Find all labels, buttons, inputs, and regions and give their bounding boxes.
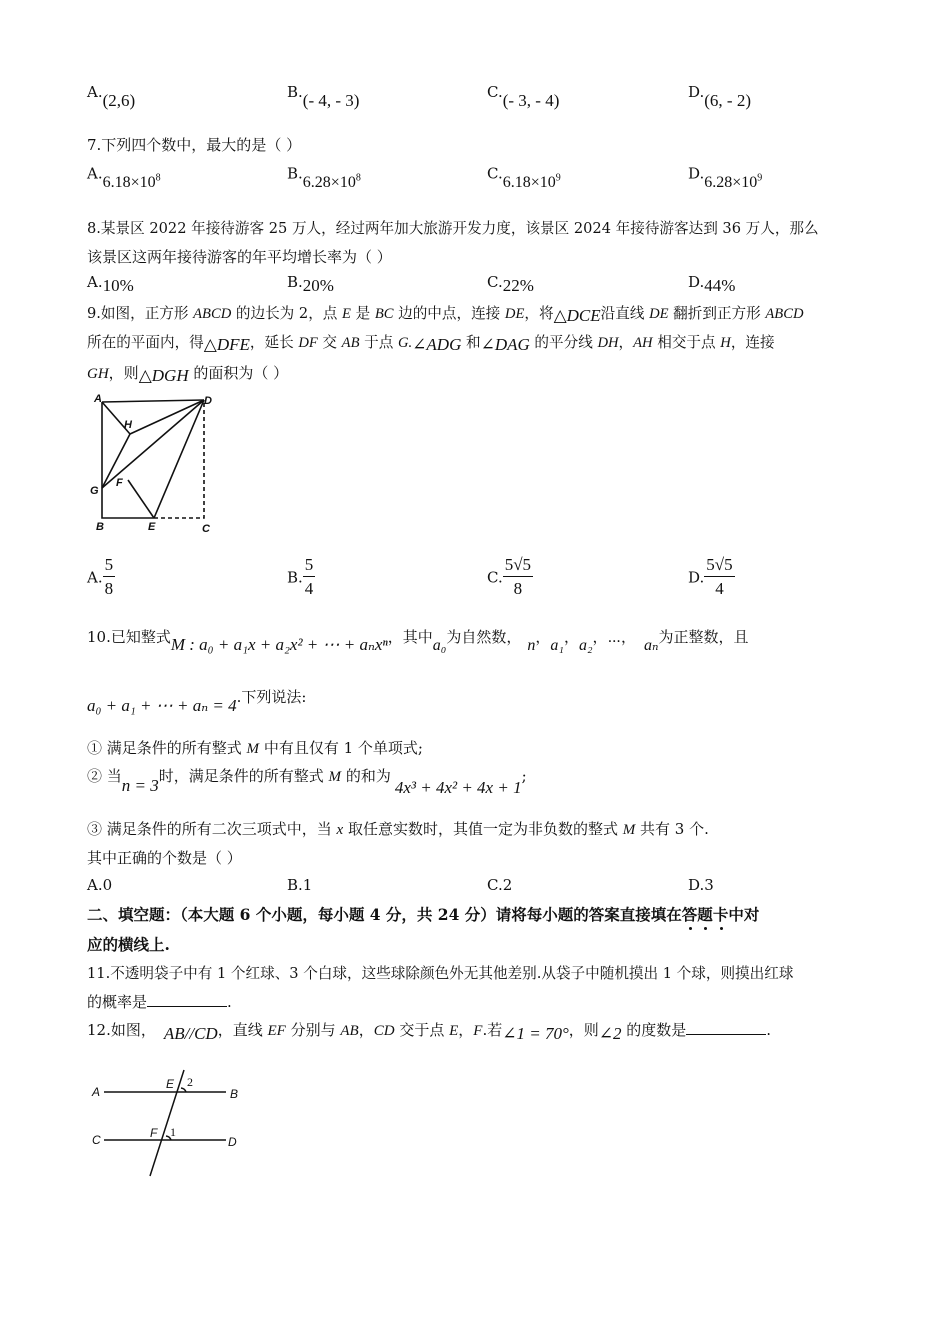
text: 取任意实数时，其值一定为非负数的整式	[343, 820, 623, 838]
fraction-numerator: 5√5	[503, 554, 533, 577]
math: CD	[373, 1023, 395, 1039]
text: 为自然数，	[446, 628, 522, 646]
q8-stem-line2: 该景区这两年接待游客的年平均增长率为（ ）	[87, 248, 392, 266]
text: 的面积为（ ）	[188, 364, 289, 382]
label-F: F	[150, 1126, 158, 1140]
option-value: (- 4, - 3)	[302, 91, 360, 110]
q7-option-d	[688, 164, 763, 192]
label-B: B	[96, 521, 104, 533]
math: ∠1 = 70°	[502, 1024, 569, 1043]
text: 的平分线	[529, 334, 598, 351]
math: n = 3	[121, 776, 159, 795]
math: ∠2	[598, 1024, 622, 1043]
label-angle-2: 2	[187, 1075, 193, 1089]
q10-stem-line1	[87, 626, 749, 654]
fraction-denominator: 8	[513, 579, 523, 598]
option-label: B.	[287, 83, 303, 101]
q8-option-b	[287, 272, 334, 295]
option-value	[103, 174, 161, 191]
option-label: A.	[87, 83, 103, 101]
q10-statement-2	[87, 765, 527, 797]
text: 二、填空题：（本大题 6 个小题，每小题 4 分，共 24 分）请将每小题的答案直接填在	[87, 905, 682, 924]
math-sum: 4x³ + 4x² + 4x + 1	[394, 778, 522, 797]
math: AB//CD	[163, 1024, 218, 1043]
fraction-numerator: 5√5	[704, 554, 734, 577]
fraction-denominator: 8	[104, 579, 114, 598]
option-label: C.	[487, 273, 503, 291]
math: ABCD	[193, 306, 232, 322]
text: 分别与	[285, 1021, 341, 1039]
section-2-heading-line2: 应的横线上.	[87, 935, 170, 954]
q7-option-b	[287, 164, 361, 192]
fraction	[303, 554, 316, 601]
text: 和	[461, 334, 481, 351]
math: a₂	[578, 637, 593, 654]
label-E: E	[166, 1077, 175, 1091]
text: ，将	[524, 305, 554, 322]
text: 所在的平面内，得	[87, 334, 204, 351]
fraction	[503, 554, 533, 601]
text: 9.如图，正方形	[87, 305, 194, 322]
text: 12.如图，	[87, 1021, 156, 1039]
segment-DE	[154, 400, 204, 518]
q9-option-d	[688, 554, 735, 601]
option-value: 10%	[102, 276, 134, 295]
q6-option-a	[87, 82, 136, 110]
option-value: (6, - 2)	[704, 91, 751, 110]
math: a₁	[550, 637, 564, 654]
option-value: 22%	[502, 276, 534, 295]
label-D: D	[228, 1135, 237, 1149]
text: ，则	[568, 1021, 599, 1039]
text: 的度数是	[621, 1021, 687, 1039]
option-label: B.	[287, 164, 303, 183]
math: BC	[374, 306, 394, 322]
answer-blank[interactable]	[147, 992, 227, 1007]
text: 相交于点	[652, 334, 721, 351]
q6-option-b	[287, 82, 360, 110]
text: 于点	[359, 334, 398, 351]
q9-stem-line1	[87, 302, 804, 323]
q6-option-c	[487, 82, 560, 110]
label-F: F	[116, 477, 123, 489]
math: EF	[267, 1023, 286, 1039]
option-value	[303, 174, 361, 191]
fraction-numerator: 5	[103, 554, 116, 577]
math: DF	[298, 335, 318, 351]
math: F	[473, 1023, 483, 1039]
math: △DFE	[203, 335, 250, 354]
math: △DGH	[138, 366, 189, 385]
label-C: C	[92, 1133, 101, 1147]
label-angle-1: 1	[170, 1125, 176, 1139]
q7-option-a	[87, 164, 161, 192]
q9-stem-line3	[87, 362, 288, 383]
label-B: B	[230, 1087, 239, 1101]
text: ，	[563, 628, 579, 646]
q10-option-a: A.0	[87, 876, 113, 894]
math: a₀	[432, 637, 447, 654]
text: 的概率是	[87, 993, 148, 1011]
text: 中有且仅有 1 个单项式;	[259, 739, 423, 757]
label-A: A	[92, 1085, 101, 1099]
option-exp: 9	[555, 173, 561, 184]
text: .	[766, 1021, 772, 1039]
q8-option-c	[487, 272, 534, 295]
math: ABCD	[765, 306, 804, 322]
label-G: G	[90, 485, 99, 497]
option-base: 6.18×10	[502, 174, 556, 192]
segment-DG	[102, 400, 204, 488]
text: ，其中	[387, 628, 433, 646]
text: 为正整数，且	[658, 628, 749, 646]
q11-stem-line2	[87, 991, 232, 1012]
math: x	[336, 822, 344, 838]
text: .若	[482, 1021, 503, 1039]
segment-FE	[128, 480, 154, 518]
text: ② 当	[87, 767, 122, 785]
text: 沿直线	[600, 305, 650, 322]
text: ，	[458, 1021, 474, 1039]
option-value	[503, 174, 561, 191]
math: H	[720, 335, 731, 351]
option-exp: 8	[155, 173, 161, 184]
text: 共有 3 个.	[635, 820, 709, 838]
option-value	[704, 174, 762, 191]
option-label: B.	[287, 568, 303, 587]
q9-stem-line2	[87, 331, 775, 352]
fraction	[103, 554, 116, 601]
option-base: 6.18×10	[102, 174, 156, 192]
option-label: D.	[688, 273, 705, 291]
option-label: D.	[688, 164, 705, 183]
text: ，连接	[730, 334, 775, 351]
text: 的和为	[341, 767, 391, 785]
emphasis-char: 题	[697, 905, 713, 924]
q10-option-b: B.1	[287, 876, 313, 894]
text: .下列说法:	[236, 688, 307, 706]
q10-stem-line2	[87, 686, 307, 715]
q12-figure	[86, 1066, 246, 1182]
q7-option-c	[487, 164, 561, 192]
option-exp: 9	[757, 173, 763, 184]
text: 中对	[728, 905, 760, 924]
math: G.	[397, 335, 413, 351]
option-label: C.	[487, 568, 503, 587]
text: 边的中点，连接	[393, 305, 505, 322]
option-base: 6.28×10	[704, 174, 758, 192]
q8-stem-line1: 8.某景区 2022 年接待游客 25 万人，经过两年加大旅游开发力度，该景区 2024 年接待游客达到 36 万人，那么	[87, 220, 819, 237]
section-2-heading-line1	[87, 903, 759, 925]
option-label: C.	[487, 83, 503, 101]
math-sum-condition: a₀ + a₁ + ⋯ + aₙ = 4	[87, 696, 237, 715]
option-value: 44%	[704, 276, 736, 295]
math: AB	[341, 335, 360, 351]
q7-stem: 7.下列四个数中，最大的是（ ）	[87, 136, 302, 154]
math: AH	[633, 335, 653, 351]
option-label: A.	[87, 164, 103, 183]
label-D: D	[204, 395, 212, 407]
option-label: A.	[87, 273, 103, 291]
math: E	[449, 1023, 459, 1039]
q10-option-c: C.2	[487, 876, 513, 894]
text: 翻折到正方形	[668, 305, 766, 322]
math: DE	[504, 306, 525, 322]
emphasis-char: 答	[681, 905, 698, 924]
option-label: B.	[287, 273, 303, 291]
q10-statement-1	[87, 737, 423, 758]
text: ③ 满足条件的所有二次三项式中，当	[87, 820, 337, 838]
math-polynomial-M: M : a₀ + a₁x + a₂x² + ⋯ + aₙxⁿ	[170, 635, 388, 654]
fraction	[704, 554, 734, 601]
text: 交	[317, 334, 342, 351]
option-label: D.	[688, 568, 705, 587]
math: E	[342, 306, 351, 322]
q6-option-d	[688, 82, 751, 110]
label-H: H	[124, 419, 132, 431]
q9-figure	[86, 390, 222, 538]
math: DE	[649, 306, 669, 322]
text: ，	[358, 1021, 374, 1039]
math: DH	[597, 335, 619, 351]
math: M	[328, 769, 342, 785]
q10-statement-3	[87, 818, 709, 839]
math: M	[246, 741, 260, 757]
edge-AD	[102, 400, 204, 402]
q11-stem-line1: 11.不透明袋子中有 1 个红球、3 个白球，这些球除颜色外无其他差别.从袋子中随机摸出 1 个球，则摸出红球	[87, 965, 794, 982]
math: n	[527, 637, 536, 654]
option-value: 20%	[302, 276, 334, 295]
q8-option-d	[688, 272, 736, 295]
option-label: D.	[688, 83, 705, 101]
option-value: (2,6)	[102, 91, 136, 110]
text: 是	[350, 305, 375, 322]
text: ，	[535, 628, 551, 646]
math: ∠ADG	[412, 335, 462, 354]
fraction-denominator: 4	[715, 579, 724, 598]
text: 交于点	[394, 1021, 450, 1039]
text: ，⋯，	[592, 628, 637, 646]
q10-option-d: D.3	[688, 876, 714, 894]
q8-option-a	[87, 272, 134, 295]
text: ，直线	[217, 1021, 268, 1039]
text: 时，满足条件的所有整式	[158, 767, 329, 785]
label-C: C	[202, 523, 210, 535]
math: AB	[340, 1023, 359, 1039]
option-label: A.	[87, 568, 103, 587]
text: ，延长	[249, 334, 299, 351]
option-exp: 8	[355, 173, 361, 184]
fraction-numerator: 5	[303, 554, 316, 577]
q12-stem	[87, 1019, 772, 1043]
text: ;	[521, 767, 527, 785]
text: ① 满足条件的所有整式	[87, 739, 247, 757]
math: aₙ	[644, 637, 659, 654]
math: GH	[87, 366, 109, 382]
emphasis-char: 卡	[712, 905, 729, 924]
math: ∠DAG	[480, 335, 530, 354]
math: M	[622, 822, 636, 838]
text: .	[227, 993, 232, 1011]
option-label: C.	[487, 164, 503, 183]
label-E: E	[148, 521, 156, 533]
q10-ask: 其中正确的个数是（ ）	[87, 849, 242, 867]
fraction-denominator: 4	[304, 579, 314, 598]
segment-HD	[130, 400, 204, 434]
q9-option-c	[487, 554, 533, 601]
option-value: (- 3, - 4)	[502, 91, 560, 110]
answer-blank[interactable]	[686, 1020, 766, 1035]
option-base: 6.28×10	[302, 174, 356, 192]
q9-option-a	[87, 554, 115, 601]
text: ，则	[108, 364, 139, 382]
label-A: A	[94, 393, 102, 405]
math: △DCE	[553, 306, 601, 325]
text: ，	[618, 334, 634, 351]
text: 的边长为 2，点	[231, 305, 343, 322]
q9-option-b	[287, 554, 315, 601]
text: 10.已知整式	[87, 628, 171, 646]
